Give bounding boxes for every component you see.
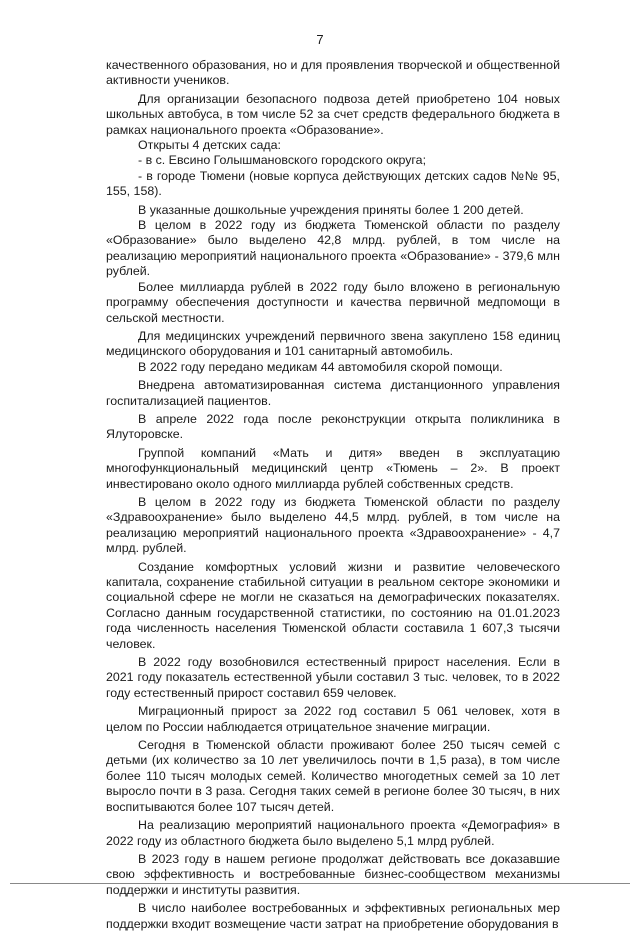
paragraph-ambulances: В 2022 году передано медикам 44 автомобиля скорой помощи. bbox=[138, 359, 503, 374]
paragraph-medical-equipment: Для медицинских учреждений первичного звена закуплено 158 единиц медицинского оборудования и 101 санитарный автомобиль. bbox=[106, 328, 560, 359]
paragraph-yalutorovsk-clinic: В апреле 2022 года после реконструкции открыта поликлиника в Ялуторовске. bbox=[106, 411, 560, 442]
paragraph-education-budget: В целом в 2022 году из бюджета Тюменской области по разделу «Образование» было выделено 42,8 млрд. рублей, в том числе на реализацию мероприятий национального проекта «Образование» - 379,6 млн рублей. bbox=[106, 218, 560, 279]
paragraph-demographics: Создание комфортных условий жизни и развитие человеческого капитала, сохранение стабильной ситуации в реальном секторе экономики и социальной сфере не могли не сказаться на демографических показателях. Согласно данным государственной статистики, по состоянию на 01.01.2023 года численность населения Тюменской области составила 1 607,3 тысячи человек. bbox=[106, 559, 560, 651]
paragraph-natural-growth: В 2022 году возобновился естественный прирост населения. Если в 2021 году показатель естественной убыли составил 3 тыс. человек, то в 2022 году естественный прирост составил 659 человек. bbox=[106, 655, 560, 700]
paragraph-school-buses: Для организации безопасного подвоза детей приобретено 104 новых школьных автобуса, в том числе 52 за счет средств федерального бюджета в рамках национального проекта «Образование». bbox=[106, 91, 560, 137]
paragraph-rural-medical-care: Более миллиарда рублей в 2022 году было вложено в региональную программу обеспечения доступности и качества первичной медпомощи в сельской местности. bbox=[106, 279, 560, 325]
paragraph-continuation: качественного образования, но и для проявления творческой и общественной активности учеников. bbox=[106, 58, 560, 88]
paragraph-demography-budget: На реализацию мероприятий национального проекта «Демография» в 2022 году из областного бюджета было выделено 5,1 млрд рублей. bbox=[106, 818, 560, 848]
paragraph-healthcare-budget: В целом в 2022 году из бюджета Тюменской области по разделу «Здравоохранение» было выделено 44,5 млрд. рублей, в том числе на реализацию мероприятий национального проекта «Здравоохранение» - 4,7 млрд. рублей. bbox=[106, 494, 560, 556]
page-number: 7 bbox=[316, 32, 324, 47]
paragraph-families: Сегодня в Тюменской области проживают более 250 тысяч семей с детьми (их количество за 10 лет увеличилось почти в 1,5 раза), в том числе более 110 тысяч молодых семей. Количество многодетных семей за 10 лет выросло почти в 3 раза. Сегодня таких семей в регионе более 30 тысяч, в них воспитываются более 107 тысяч детей. bbox=[106, 738, 560, 814]
footer-rule bbox=[10, 883, 630, 884]
paragraph-hospitalization-system: Внедрена автоматизированная система дистанционного управления госпитализацией пациентов. bbox=[106, 378, 560, 408]
paragraph-mother-child-center: Группой компаний «Мать и дитя» введен в эксплуатацию многофункциональный медицинский центр «Тюмень – 2». В проект инвестировано около одного миллиарда рублей собственных средств. bbox=[106, 445, 560, 491]
body-text bbox=[106, 58, 560, 932]
paragraph-kindergartens-opened: Открыты 4 детских сада: bbox=[138, 138, 281, 153]
list-item-evsino: - в с. Евсино Голышмановского городского округа; bbox=[138, 153, 427, 168]
paragraph-children-admitted: В указанные дошкольные учреждения приняты более 1 200 детей. bbox=[138, 202, 524, 217]
paragraph-business-support: В 2023 году в нашем регионе продолжат действовать все доказавшие свою эффективность и востребованные бизнес-сообществом механизмы поддержки и институты развития. bbox=[106, 851, 560, 897]
paragraph-migration: Миграционный прирост за 2022 год составил 5 061 человек, хотя в целом по России наблюдается отрицательное значение миграции. bbox=[106, 704, 560, 734]
paragraph-support-measures: В число наиболее востребованных и эффективных региональных мер поддержки входит возмещение части затрат на приобретение оборудования в bbox=[106, 901, 560, 931]
list-item-tyumen: - в городе Тюмени (новые корпуса действующих детских садов №№ 95, 155, 158). bbox=[106, 168, 560, 199]
